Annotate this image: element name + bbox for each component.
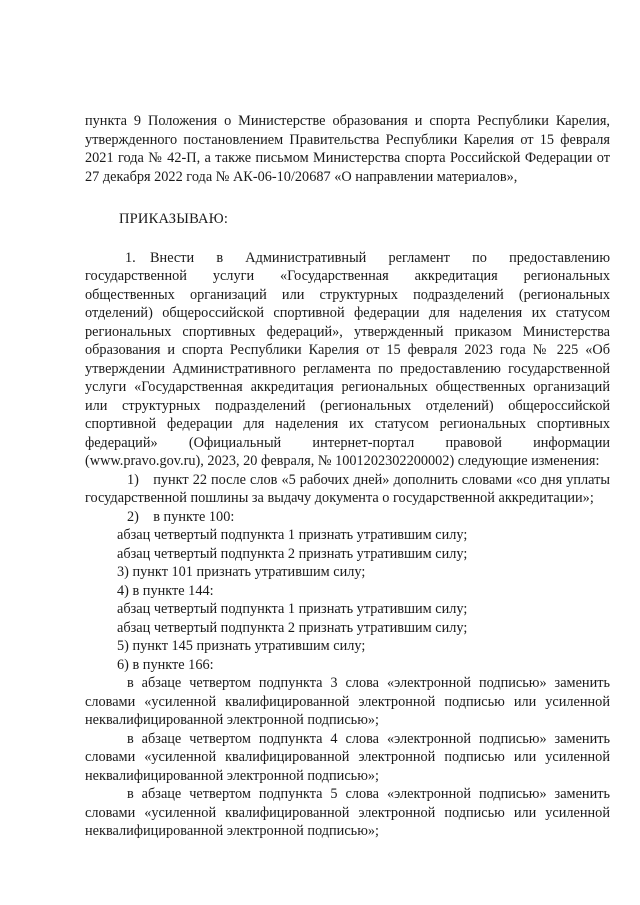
amendment-paragraph: в абзаце четвертом подпункта 5 слова «электронной подписью» заменить словами «усиленной квалифицированной электронной подписью или усиленной неквалифицированной электронной подписью»; [85, 786, 610, 839]
item-1-paragraph: 1. Внести в Административный регламент по предоставлению государственной услуги «Государственная аккредитация региональных общественных организаций или структурных подразделений (региональных отделений) общероссийской спортивной федерации для наделения их статусом региональных спортивных федераций», утвержденный приказом Министерства образования и спорта Республики Карелия от 15 февраля 2023 года № 225 «Об утверждении Административного регламента по предоставлению государственной услуги «Государственная аккредитация региональных общественных организаций или структурных подразделений (региональных отделений) общероссийской спортивной федерации для наделения их статусом региональных спортивных федераций» (Официальный интернет-портал правовой информации (www.pravo.gov.ru), 2023, 20 февраля, № 1001202302200002) следующие изменения: [85, 249, 610, 469]
preamble-paragraph: пункта 9 Положения о Министерстве образования и спорта Республики Карелия, утвержденного постановлением Правительства Республики Карелия от 15 февраля 2021 года № 42-П, а также письмом Министерства спорта Российской Федерации от 27 декабря 2022 года № АК-06-10/20687 «О направлении материалов», [85, 113, 610, 185]
list-line: 5) пункт 145 признать утратившим силу; [117, 638, 366, 654]
list-line: абзац четвертый подпункта 1 признать утратившим силу; [117, 527, 468, 543]
amendment-paragraph: в абзаце четвертом подпункта 3 слова «электронной подписью» заменить словами «усиленной квалифицированной электронной подписью или усиленной неквалифицированной электронной подписью»; [85, 675, 610, 728]
decree-heading: ПРИКАЗЫВАЮ: [119, 211, 229, 227]
list-line: абзац четвертый подпункта 2 признать утратившим силу; [117, 545, 468, 562]
amendment-paragraph: в абзаце четвертом подпункта 4 слова «электронной подписью» заменить словами «усиленной квалифицированной электронной подписью или усиленной неквалифицированной электронной подписью»; [85, 730, 610, 784]
list-line: 4) в пункте 144: [117, 582, 214, 599]
subitem-2-heading: 2) в пункте 100: [127, 508, 235, 525]
subitem-1-paragraph: 1) пункт 22 после слов «5 рабочих дней» дополнить словами «со дня уплаты государственной пошлины за выдачу документа о государственной аккредитации»; [85, 471, 610, 506]
list-line: 6) в пункте 166: [117, 656, 214, 673]
list-line: 3) пункт 101 признать утратившим силу; [117, 564, 366, 580]
list-line: абзац четвертый подпункта 1 признать утратившим силу; [117, 601, 468, 617]
list-line: абзац четвертый подпункта 2 признать утратившим силу; [117, 619, 468, 636]
